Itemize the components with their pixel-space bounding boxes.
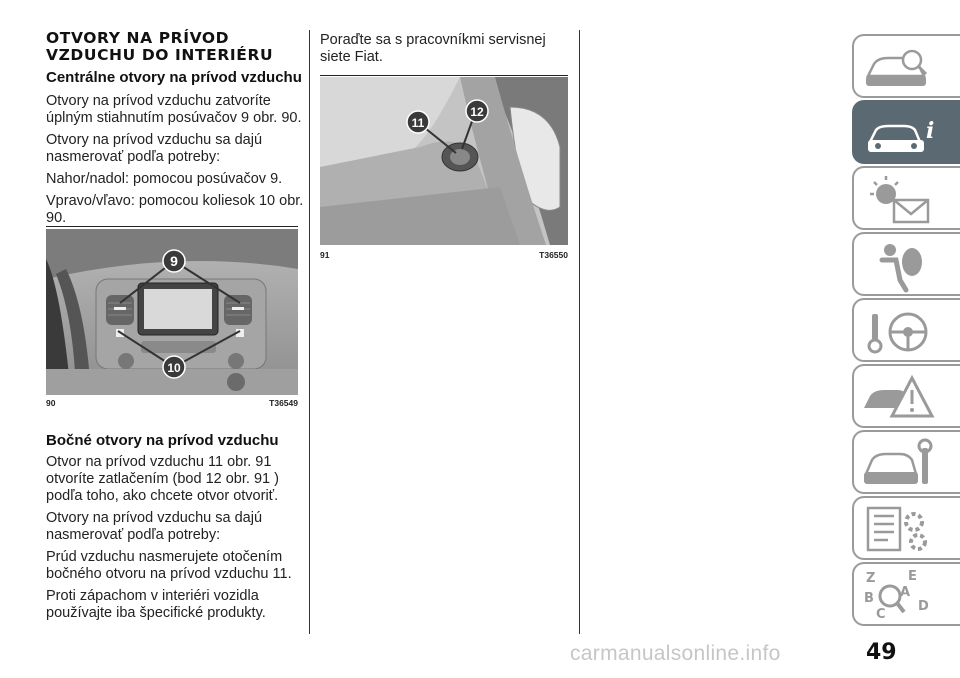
callout-10-label: 10 bbox=[167, 361, 181, 375]
right-column-divider bbox=[579, 30, 580, 634]
col2-intro-text: Poraďte sa s pracovníkmi servisnej siete Fiat. bbox=[320, 32, 546, 65]
tab-starting-driving[interactable] bbox=[852, 298, 960, 362]
figure91-top-rule bbox=[320, 75, 568, 76]
side-p2: Otvory na prívod vzduchu sa dajú nasmerovať podľa potreby: bbox=[46, 510, 263, 543]
specs-gear-icon bbox=[860, 500, 940, 560]
svg-text:A: A bbox=[900, 585, 911, 600]
dashboard-center-vents-illustration bbox=[46, 229, 298, 395]
car-info-icon bbox=[860, 104, 940, 164]
tab-safety[interactable] bbox=[852, 232, 960, 296]
figure90-number: 90 bbox=[46, 398, 56, 408]
figure90-top-rule bbox=[46, 226, 298, 227]
central-vents-heading: Centrálne otvory na prívod vzduchu bbox=[46, 69, 302, 86]
steering-wheel-key-icon bbox=[860, 302, 940, 362]
page-number: 49 bbox=[866, 640, 897, 665]
tab-warning-lights[interactable] bbox=[852, 166, 960, 230]
tab-car-info[interactable] bbox=[852, 100, 960, 164]
figure91-code: T36550 bbox=[539, 250, 568, 260]
side-p3: Prúd vzduchu nasmerujete otočením bočného otvoru na prívod vzduchu 11. bbox=[46, 549, 292, 582]
svg-text:E: E bbox=[908, 569, 917, 584]
section-title bbox=[46, 30, 306, 64]
svg-text:B: B bbox=[864, 591, 874, 606]
tab-emergency[interactable] bbox=[852, 364, 960, 428]
tab-index[interactable] bbox=[852, 562, 960, 626]
svg-text:i: i bbox=[926, 118, 935, 144]
col2-intro bbox=[320, 32, 570, 71]
column-divider bbox=[309, 30, 310, 634]
central-p4: Vpravo/vľavo: pomocou koliesok 10 obr. 90. bbox=[46, 193, 304, 226]
figure90-code: T36549 bbox=[269, 398, 298, 408]
svg-text:D: D bbox=[918, 599, 929, 614]
callout-12-label: 12 bbox=[470, 105, 484, 119]
figure90-photo bbox=[46, 229, 298, 395]
car-wrench-icon bbox=[860, 434, 940, 494]
warning-lights-icon bbox=[860, 170, 940, 230]
alphabetical-index-icon bbox=[860, 566, 940, 626]
side-vent-pillar-illustration bbox=[320, 77, 568, 245]
car-warning-triangle-icon bbox=[860, 368, 940, 428]
car-magnifier-icon bbox=[860, 38, 940, 98]
callout-9-label: 9 bbox=[170, 253, 178, 269]
section-title-line1: OTVORY NA PRÍVOD bbox=[46, 29, 230, 47]
callout-11-label: 11 bbox=[411, 116, 425, 130]
watermark-text: carmanualsonline.info bbox=[570, 642, 781, 665]
figure91-number: 91 bbox=[320, 250, 330, 260]
section-title-line2: VZDUCHU DO INTERIÉRU bbox=[46, 46, 274, 64]
side-p1: Otvor na prívod vzduchu 11 obr. 91 otvoríte zatlačením (bod 12 obr. 91 ) podľa toho, ako chcete otvor otvoriť. bbox=[46, 454, 279, 504]
side-vents-heading: Bočné otvory na prívod vzduchu bbox=[46, 432, 279, 449]
tab-servicing[interactable] bbox=[852, 430, 960, 494]
figure91-photo bbox=[320, 77, 568, 245]
airbag-icon bbox=[860, 236, 940, 296]
svg-text:Z: Z bbox=[866, 571, 876, 586]
central-p2: Otvory na prívod vzduchu sa dajú nasmerovať podľa potreby: bbox=[46, 132, 263, 165]
tab-car-inspection[interactable] bbox=[852, 34, 960, 98]
side-p4: Proti zápachom v interiéri vozidla používajte iba špecifické produkty. bbox=[46, 588, 266, 621]
central-vents-section bbox=[46, 69, 306, 232]
tab-technical-specs[interactable] bbox=[852, 496, 960, 560]
svg-text:C: C bbox=[876, 607, 886, 622]
central-p3: Nahor/nadol: pomocou posúvačov 9. bbox=[46, 171, 283, 187]
central-p1: Otvory na prívod vzduchu zatvoríte úplným stiahnutím posúvačov 9 obr. 90. bbox=[46, 93, 302, 126]
side-vents-section bbox=[46, 432, 306, 627]
